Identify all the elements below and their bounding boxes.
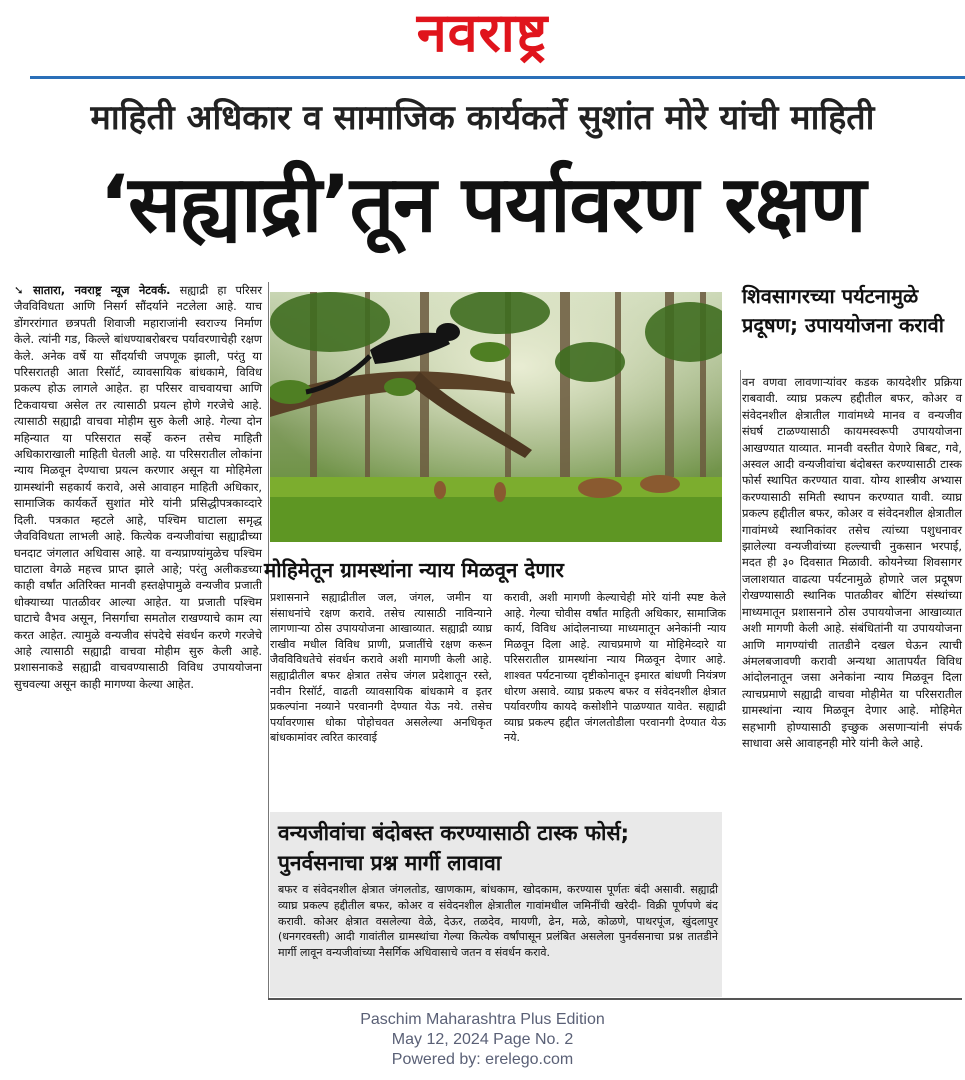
bullet-icon: ➘	[14, 283, 34, 297]
article-column-3: करावी, अशी मागणी केल्याचेही मोरे यांनी स्पष्ट केले आहे. गेल्या चोवीस वर्षांत माहिती अधिकार, सामाजिक कार्य, विविध आंदोलनाच्या माध्यमातून अनेकांनी न्याय मिळवून दिला आहे. त्याचप्रमाणे या मोहिमेव्दारे या परिसरातील ग्रामस्थांना न्याय मिळवून देणार आहे. शाश्वत पर्यटनाच्या दृष्टीकोनातून इमारत बांधणी नियंत्रण धोरण असावे. व्याघ्र प्रकल्प बफर व संवेदनशील क्षेत्रात पर्यावरणीय कायदे कसोशीने पाळण्यात यावेत. सह्याद्री व्याघ्र प्रकल्प हद्दीत जंगलतोडीला परवानगी देण्यात येऊ नये.	[504, 591, 726, 745]
forest-wildlife-photo	[270, 292, 722, 542]
masthead	[0, 0, 965, 68]
column-divider	[740, 370, 741, 620]
main-headline: ‘सह्याद्री’तून पर्यावरण रक्षण	[99, 160, 866, 250]
bottom-divider	[268, 998, 962, 1000]
edition-date-page: May 12, 2024 Page No. 2	[391, 1031, 574, 1048]
article-column-4: वन वणवा लावणाऱ्यांवर कडक कायदेशीर प्रक्रिया राबवावी. व्याघ्र प्रकल्प हद्दीतील बफर, कोअर व संवेदनशील क्षेत्रातील गावांमध्ये मानव व वन्यजीव संघर्ष टाळण्यासाठी कायमस्वरूपी उपाययोजना आखण्यात याव्यात. मानवी वस्तीत येणारे बिबट, गवे, अस्वल आदी वन्यजीवांचा बंदोबस्त करण्यासाठी टास्क फोर्स स्थापित करण्यात यावा. योग्य शास्त्रीय अभ्यास करण्यासाठी समिती स्थापन करण्यात यावी. व्याघ्र प्रकल्प हद्दीतील बफर, कोअर व संवेदनशील क्षेत्रातील गावांमध्ये स्थानिकांवर तसेच त्यांच्या पशुधनावर झालेल्या वन्यजीवांच्या हल्ल्याची नुकसान भरपाई, मदत ही ३० दिवसात मिळावी. कोयनेच्या शिवसागर जलाशयात वाढत्या पर्यटनामुळे होणारे जल प्रदूषण रोखण्यासाठी स्थानिक पातळीवर बोटिंग संस्थांच्या माध्यमातून प्रशासनाने ठोस उपाययोजना आखाव्यात अशी मागणी केली आहे. संबंधितांनी या उपाययोजना आणि मागण्यांची तातडीने दखल घेऊन त्याची अंमलबजावणी करावी अन्यथा आतापर्यंत विविध आंदोलनातून जसा अनेकांना न्याय मिळवून दिला त्याचप्रमाणे सह्याद्री वाचवा मोहीमेत या परिसरातील ग्रामस्थांना न्याय मिळवून देणार आहे. मोहिमेत सहभागी होण्यासाठी इच्छुक असणाऱ्यांनी संपर्क साधावा असे आवाहनही मोरे यांनी केले आहे.	[742, 375, 962, 750]
column-divider	[268, 282, 269, 1000]
kicker-headline: माहिती अधिकार व सामाजिक कार्यकर्ते सुशांत मोरे यांची माहिती	[90, 98, 875, 138]
column-1-body: सह्याद्री हा परिसर जैवविविधता आणि निसर्ग सौंदर्याने नटलेला आहे. याच डोंगररांगात छत्रपती शिवाजी महाराजांनी स्वराज्य निर्माण केले. त्यांनी गड, किल्ले बांधण्याबरोबरच पर्यावरणाचेही रक्षण केले. अनेक वर्षे या सौंदर्याची जपणूक झाली, परंतु या परिसरातही आता रिसॉर्ट, व्यावसायिक बांधकामे, विविध प्रकल्प होऊ लागले आहेत. हा परिसर वाचवायचा आणि टिकवायचा असेल तर त्यासाठी प्रयत्न होणे गरजेचे आहे. त्यासाठी सह्याद्री वाचवा मोहीम सुरु केली आहे. गेल्या दोन महिन्यात या परिसरात सर्व्हे करुन तसेच माहिती अधिकाराखाली माहिती घेतली आहे. या परिसरातील लोकांना न्याय मिळवून देण्याचा प्रयत्न करणार असून या मोहिमेला ग्रामस्थांनी सहकार्य करावे, असे आवाहन माहिती अधिकार, सामाजिक कार्यकर्ते सुशांत मोरे यांनी प्रसिद्धीपत्रकाव्दारे दिली. पत्रकात म्हटले आहे, पश्चिम घाटाला समृद्ध जैवविविधता लाभली आहे. कित्येक वन्यजीवांचा सह्याद्रीच्या घनदाट जंगलात अधिवास आहे. या वन्यप्राण्यांमुळेच पश्चिम घाटाला वेगळे महत्त्व प्राप्त झाले आहे; परंतु अलीकडच्या काही वर्षांत अतिरिक्त मानवी हस्तक्षेपामुळे वन्यजीव प्रजाती धोक्याच्या पातळीवर आल्या आहेत. या प्रजाती पश्चिम घाटाचे वैभव असून, निसर्गाचा समतोल राखण्याचे काम त्या करत आहेत. त्यामुळे वन्यजीव संपदेचे संवर्धन करणे गरजेचे आहे त्यासाठी सह्याद्री वाचवा मोहीम सुरु केली आहे. प्रशासनाकडे सह्याद्री वाचवण्यासाठी विविध उपाययोजना सुचवल्या असून काही मागण्या केल्या आहेत.	[14, 283, 262, 691]
subheading-task-force: वन्यजीवांचा बंदोबस्त करण्यासाठी टास्क फोर्स; पुनर्वसनाचा प्रश्न मार्गी लावावा	[278, 821, 630, 875]
subheading-shivsagar-pollution: शिवसागरच्या पर्यटनामुळे प्रदूषण; उपाययोजना करावी	[742, 284, 944, 337]
photo-illustration	[270, 292, 722, 542]
task-force-body: बफर व संवेदनशील क्षेत्रात जंगलतोड, खाणकाम, बांधकाम, खोदकाम, करण्यास पूर्णतः बंदी असावी. सह्याद्री व्याघ्र प्रकल्प हद्दीतील बफर, कोअर व संवेदनशील क्षेत्रातील गावांमधील जमिनींची खरेदी- विक्री पूर्णपणे बंद करावी. कोअर क्षेत्रात वसलेल्या वेळे, देऊर, तळदेव, मायणी, ढेन, मळे, कोळणे, पाथरपूंज, खुंदलापुर (धनगरवस्ती) आदी गावांतील ग्रामस्थांचा गेल्या कित्येक वर्षांपासून प्रलंबित असलेला पुनर्वसनाचा प्रश्न तातडीने मार्गी लावून वन्यजीवांच्या नैसर्गिक अधिवासाचे जतन व संवर्धन करावे.	[278, 883, 718, 960]
newspaper-logo: नवराष्ट्र	[416, 1, 549, 64]
dateline: सातारा, नवराष्ट्र न्यूज नेटवर्क.	[33, 283, 171, 297]
subheading-villagers-justice: मोहिमेतून ग्रामस्थांना न्याय मिळवून देणार	[264, 558, 564, 582]
top-divider	[30, 76, 965, 79]
edition-name: Paschim Maharashtra Plus Edition	[360, 1011, 605, 1028]
powered-by-link[interactable]: Powered by: erelego.com	[391, 1051, 574, 1068]
article-column-1	[14, 282, 262, 692]
edition-footer	[0, 1010, 965, 1070]
article-column-2: प्रशासनाने सह्याद्रीतील जल, जंगल, जमीन या संसाधनांचे रक्षण करावे. तसेच त्यासाठी नाविन्याने लागणाऱ्या ठोस उपाययोजना आखाव्यात. सह्याद्री व्याघ्र राखीव मधील विविध प्राणी, प्रजातींचे रक्षण करून जैवविविधतेचे संवर्धन करावे अशी मागणी केली आहे. सह्याद्रीतील बफर क्षेत्रात तसेच जंगल प्रदेशातून रस्ते, नवीन रिसॉर्ट, वाढती व्यावसायिक बांधकामे व इतर प्रकल्पांना नव्याने परवानगी देण्यात येऊ नये. तसेच पर्यावरणास धोका पोहोचवत असलेल्या अनधिकृत बांधकामांवर त्वरित कारवाई	[270, 591, 492, 745]
